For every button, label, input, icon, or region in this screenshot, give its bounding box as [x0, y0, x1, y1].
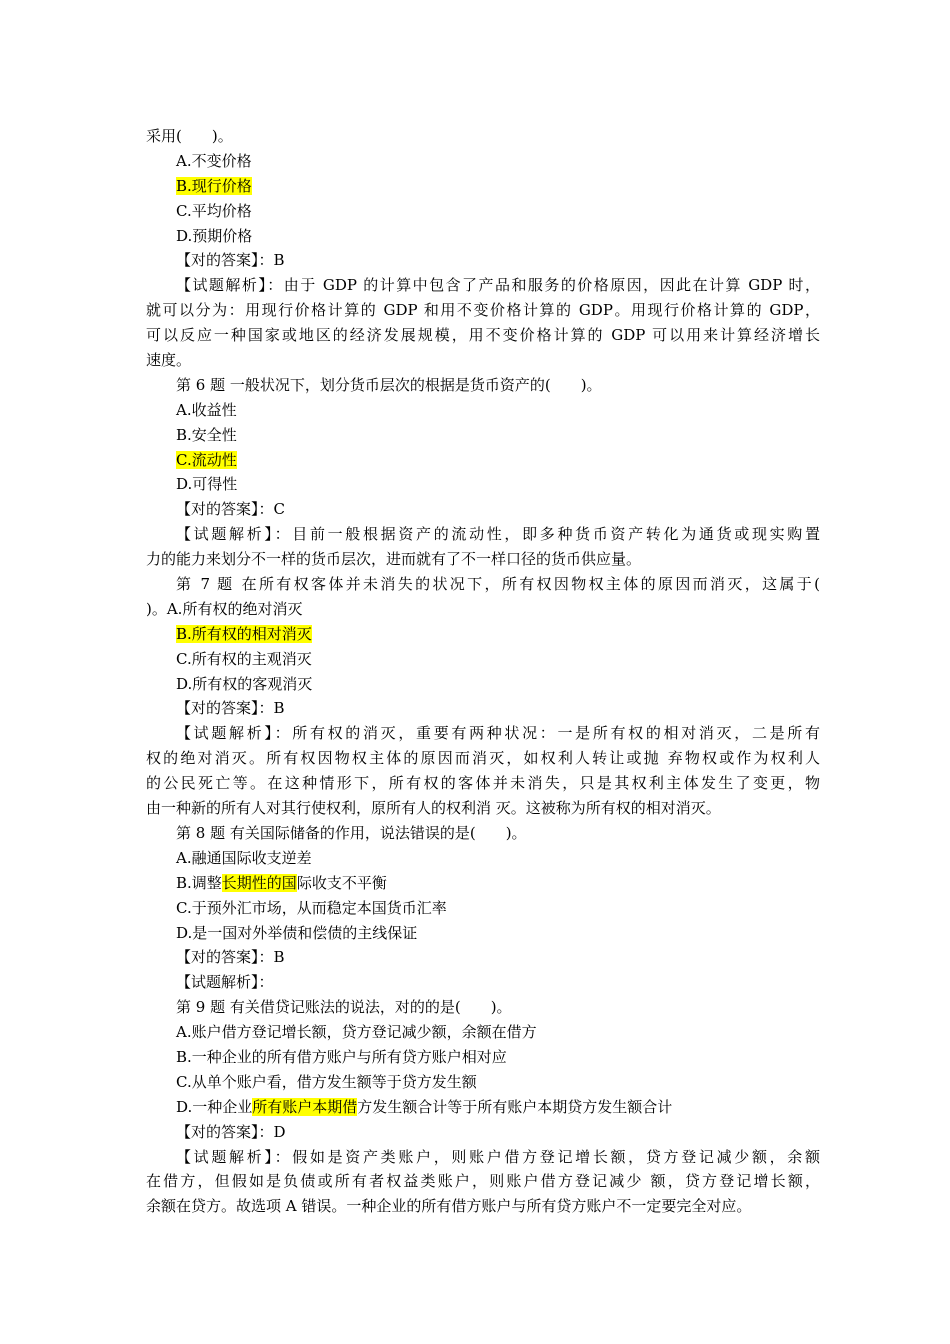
text-line	[146, 1120, 820, 1145]
text-segment: 【试题解析】：目前一般根据资产的流动性，即多种货币资产转化为通货或现实购置	[176, 525, 820, 544]
text-line	[146, 348, 820, 373]
text-line	[146, 124, 820, 149]
text-line	[146, 1145, 820, 1170]
text-line	[146, 821, 820, 846]
text-segment: 【试题解析】：所有权的消灭，重要有两种状况：一是所有权的相对消灭，二是所有	[176, 724, 820, 743]
text-line	[146, 970, 820, 995]
text-segment: 【试题解析】：由于 GDP 的计算中包含了产品和服务的价格原因，因此在计算 GDP 时，	[176, 276, 820, 295]
text-line	[146, 846, 820, 871]
text-segment: 【对的答案】：D	[176, 1122, 286, 1141]
text-line	[146, 771, 820, 796]
text-segment: 【对的答案】：C	[176, 500, 285, 519]
text-segment: 际收支不平衡	[296, 873, 387, 892]
text-line	[146, 423, 820, 448]
text-segment: 采用( )。	[146, 127, 233, 145]
text-line	[146, 945, 820, 970]
text-line	[146, 472, 820, 497]
highlighted-text: C.流动性	[176, 450, 237, 469]
text-line	[146, 572, 820, 597]
document-body	[146, 124, 820, 1219]
text-line	[146, 672, 820, 697]
text-line	[146, 323, 820, 348]
text-line	[146, 871, 820, 896]
text-line	[146, 373, 820, 398]
text-segment: )。A.所有权的绝对消灭	[146, 599, 303, 618]
text-line	[146, 1070, 820, 1095]
text-line	[146, 547, 820, 572]
text-segment: D.预期价格	[176, 226, 253, 245]
text-line	[146, 174, 820, 199]
text-segment: A.融通国际收支逆差	[176, 848, 312, 867]
text-segment: 力的能力来划分不一样的货币层次，进而就有了不一样口径的货币供应量。	[146, 550, 642, 569]
text-segment: C.所有权的主观消灭	[176, 649, 312, 668]
text-segment: 权的绝对消灭。所有权因物权主体的原因而消灭，如权利人转让或抛 弃物权或作为权利人	[146, 749, 820, 768]
text-segment: B.一种企业的所有借方账户与所有贷方账户相对应	[176, 1047, 507, 1066]
highlighted-text: 长期性的国	[221, 873, 297, 892]
text-line	[146, 696, 820, 721]
text-line	[146, 248, 820, 273]
text-line	[146, 497, 820, 522]
text-line	[146, 896, 820, 921]
text-line	[146, 1095, 820, 1120]
text-line	[146, 1169, 820, 1194]
text-line	[146, 921, 820, 946]
text-line	[146, 224, 820, 249]
text-line	[146, 622, 820, 647]
text-segment: 【对的答案】：B	[176, 699, 285, 718]
text-segment: 的公民死亡等。在这种情形下，所有权的客体并未消失，只是其权利主体发生了变更，物	[146, 774, 820, 793]
text-segment: 第 6 题 一般状况下，划分货币层次的根据是货币资产的( )。	[176, 375, 602, 394]
highlighted-text: 所有账户本期借	[252, 1097, 358, 1116]
text-segment: 在借方，但假如是负债或所有者权益类账户，则账户借方登记减少 额，贷方登记增长额，	[146, 1172, 820, 1191]
text-line	[146, 149, 820, 174]
text-segment: D.可得性	[176, 475, 238, 494]
text-segment: A.不变价格	[176, 151, 252, 170]
text-line	[146, 448, 820, 473]
text-segment: 第 8 题 有关国际储备的作用，说法错误的是( )。	[176, 823, 527, 842]
text-segment: 可以反应一种国家或地区的经济发展规模，用不变价格计算的 GDP 可以用来计算经济增长	[146, 326, 820, 345]
text-line	[146, 647, 820, 672]
text-segment: 速度。	[146, 351, 192, 370]
text-segment: B.调整	[176, 873, 222, 892]
highlighted-text: B.现行价格	[176, 176, 252, 195]
text-segment: 第 9 题 有关借贷记账法的说法，对的的是( )。	[176, 998, 512, 1017]
text-segment: 第 7 题 在所有权客体并未消失的状况下，所有权因物权主体的原因而消灭，这属于(	[176, 575, 820, 594]
text-segment: 就可以分为：用现行价格计算的 GDP 和用不变价格计算的 GDP。用现行价格计算的 GDP，	[146, 301, 820, 320]
text-segment: A.账户借方登记增长额，贷方登记减少额，余额在借方	[176, 1023, 537, 1042]
text-segment: 余额在贷方。故选项 A 错误。一种企业的所有借方账户与所有贷方账户不一定要完全对应。	[146, 1197, 752, 1216]
text-segment: 方发生额合计等于所有账户本期贷方发生额合计	[357, 1097, 673, 1116]
text-line	[146, 1020, 820, 1045]
text-segment: 由一种新的所有人对其行使权利，原所有人的权利消 灭。这被称为所有权的相对消灭。	[146, 799, 721, 818]
text-line	[146, 1045, 820, 1070]
text-line	[146, 398, 820, 423]
text-line	[146, 298, 820, 323]
text-line	[146, 273, 820, 298]
text-segment: D.一种企业	[176, 1097, 253, 1116]
text-segment: C.于预外汇市场，从而稳定本国货币汇率	[176, 898, 447, 917]
text-line	[146, 995, 820, 1020]
text-segment: 【试题解析】：	[176, 973, 274, 992]
text-segment: C.平均价格	[176, 201, 252, 220]
text-line	[146, 796, 820, 821]
text-line	[146, 1194, 820, 1219]
text-line	[146, 522, 820, 547]
text-segment: C.从单个账户看，借方发生额等于贷方发生额	[176, 1072, 477, 1091]
text-line	[146, 597, 820, 622]
text-segment: 【试题解析】：假如是资产类账户，则账户借方登记增长额，贷方登记减少额，余额	[176, 1147, 820, 1166]
text-segment: B.安全性	[176, 425, 237, 444]
text-line	[146, 721, 820, 746]
text-segment: D.所有权的客观消灭	[176, 674, 313, 693]
highlighted-text: B.所有权的相对消灭	[176, 624, 312, 643]
text-segment: 【对的答案】：B	[176, 948, 285, 967]
text-line	[146, 746, 820, 771]
text-segment: 【对的答案】：B	[176, 251, 285, 270]
text-segment: D.是一国对外举债和偿债的主线保证	[176, 923, 418, 942]
text-line	[146, 199, 820, 224]
text-segment: A.收益性	[176, 400, 237, 419]
